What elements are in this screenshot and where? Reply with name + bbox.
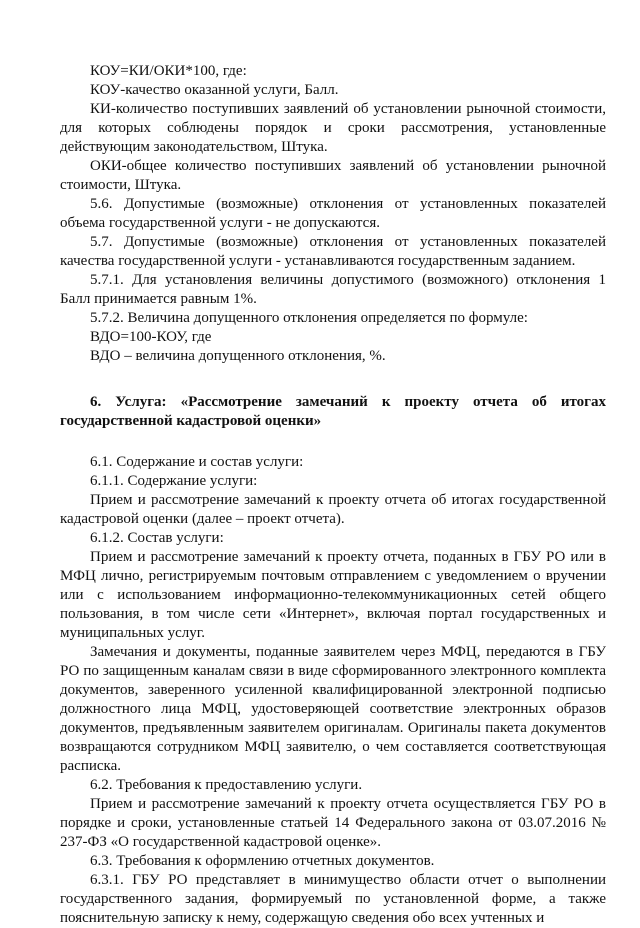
paragraph-service-requirements: Прием и рассмотрение замечаний к проекту отчета осуществляется ГБУ РО в порядке и сроки, установленные статьей 14 Федерального закона от 03.07.2016 № 237-ФЗ «О государственной кадастровой оценке». [60, 796, 606, 850]
paragraph-service-content: Прием и рассмотрение замечаний к проекту отчета об итогах государственной кадастровой оценки (далее – проект отчета). [60, 492, 606, 527]
formula-vdo: ВДО=100-КОУ, где [90, 329, 212, 345]
definition-vdo: ВДО – величина допущенного отклонения, %. [90, 348, 386, 364]
definition-kou: КОУ-качество оказанной услуги, Балл. [90, 82, 339, 98]
paragraph-5-7-2: 5.7.2. Величина допущенного отклонения определяется по формуле: [90, 310, 528, 326]
paragraph-6-3-1: 6.3.1. ГБУ РО представляет в минимуществo области отчет о выполнении государственного задания, формируемый по установленной форме, а также пояснительную записку к нему, содержащую сведения обо всех учтенных и [60, 872, 606, 926]
paragraph-6-3: 6.3. Требования к оформлению отчетных документов. [90, 853, 435, 869]
formula-line: КОУ=КИ/ОКИ*100, где: [90, 63, 247, 79]
paragraph-mfc-transfer: Замечания и документы, поданные заявителем через МФЦ, передаются в ГБУ РО по защищенным каналам связи в виде сформированного электронного комплекта документов, заверенного усиленной квалифицированной электронной подписью должностного лица МФЦ, удостоверяющей соответствие электронных образов документов, предъявленным заявителем оригиналам. Оригиналы пакета документов возвращаются сотрудником МФЦ заявителю, о чем составляется соответствующая расписка. [60, 644, 606, 774]
paragraph-5-6: 5.6. Допустимые (возможные) отклонения от установленных показателей объема государственной услуги - не допускаются. [60, 196, 606, 231]
paragraph-6-2: 6.2. Требования к предоставлению услуги. [90, 777, 363, 793]
spacer [60, 366, 606, 393]
paragraph-5-7-1: 5.7.1. Для установления величины допустимого (возможного) отклонения 1 Балл принимается равным 1%. [60, 272, 606, 307]
paragraph-service-composition: Прием и рассмотрение замечаний к проекту отчета, поданных в ГБУ РО или в МФЦ лично, регистрируемым почтовым отправлением с уведомлением о вручении или с использованием информационно-телекоммуникационных сетей общего пользования, в том числе сети «Интернет», включая портал государственных и муниципальных услуг. [60, 549, 606, 641]
paragraph-6-1-1: 6.1.1. Содержание услуги: [90, 473, 258, 489]
definition-oki: ОКИ-общее количество поступивших заявлений об установлении рыночной стоимости, Штука. [60, 158, 606, 193]
section-heading: 6. Услуга: «Рассмотрение замечаний к проекту отчета об итогах государственной кадастровой оценки» [60, 394, 606, 429]
definition-ki: КИ-количество поступивших заявлений об установлении рыночной стоимости, для которых соблюдены порядок и сроки рассмотрения, установленные действующим законодательством, Штука. [60, 101, 606, 155]
spacer [60, 431, 606, 453]
paragraph-5-7: 5.7. Допустимые (возможные) отклонения от установленных показателей качества государственной услуги - устанавливаются государственным заданием. [60, 234, 606, 269]
paragraph-6-1: 6.1. Содержание и состав услуги: [90, 454, 304, 470]
paragraph-6-1-2: 6.1.2. Состав услуги: [90, 530, 224, 546]
